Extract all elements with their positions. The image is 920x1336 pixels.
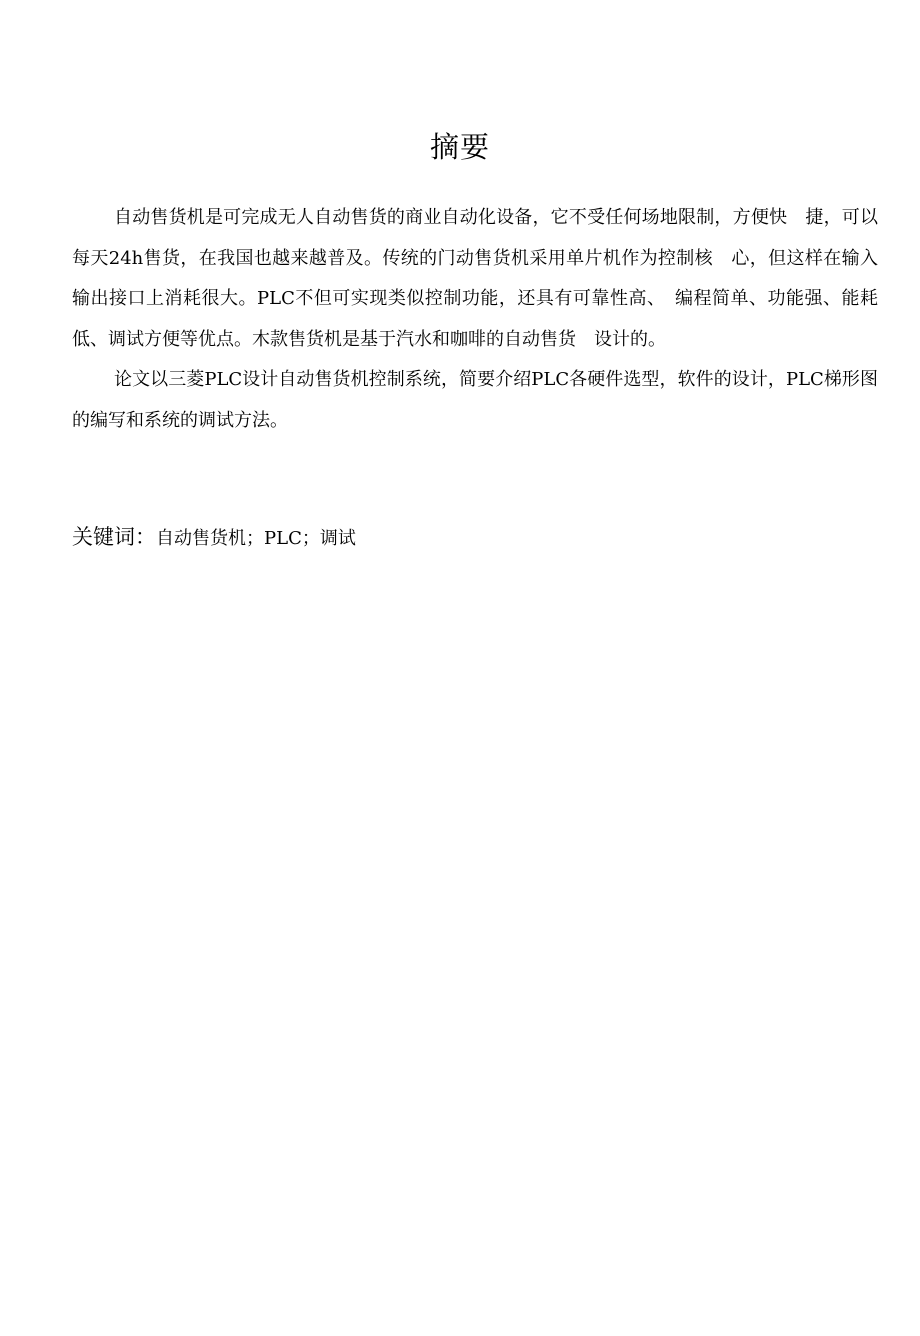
abstract-title: 摘要	[429, 130, 490, 164]
keywords-label: 关键词：	[72, 525, 156, 549]
keywords-value: 自动售货机；PLC；调试	[156, 528, 356, 549]
abstract-paragraph-2: 论文以三菱PLC设计自动售货机控制系统，简要介绍PLC各硬件选型，软件的设计，PLC梯形图的编写和系统的调试方法。	[72, 369, 878, 431]
abstract-paragraph-1: 自动售货机是可完成无人自动售货的商业自动化设备，它不受任何场地限制，方便快 捷，可以每天24h售货，在我国也越来越普及。传统的门动售货机采用单片机作为控制核 心，但这样在输入输出接口上消耗很大。PLC不但可实现类似控制功能，还具有可靠性高、 编程简单、功能强、能耗低、调试方便等优点。木款售货机是基于汽水和咖啡的自动售货 设计的。	[72, 207, 878, 350]
abstract-body	[72, 198, 878, 442]
keywords-line	[72, 520, 878, 556]
